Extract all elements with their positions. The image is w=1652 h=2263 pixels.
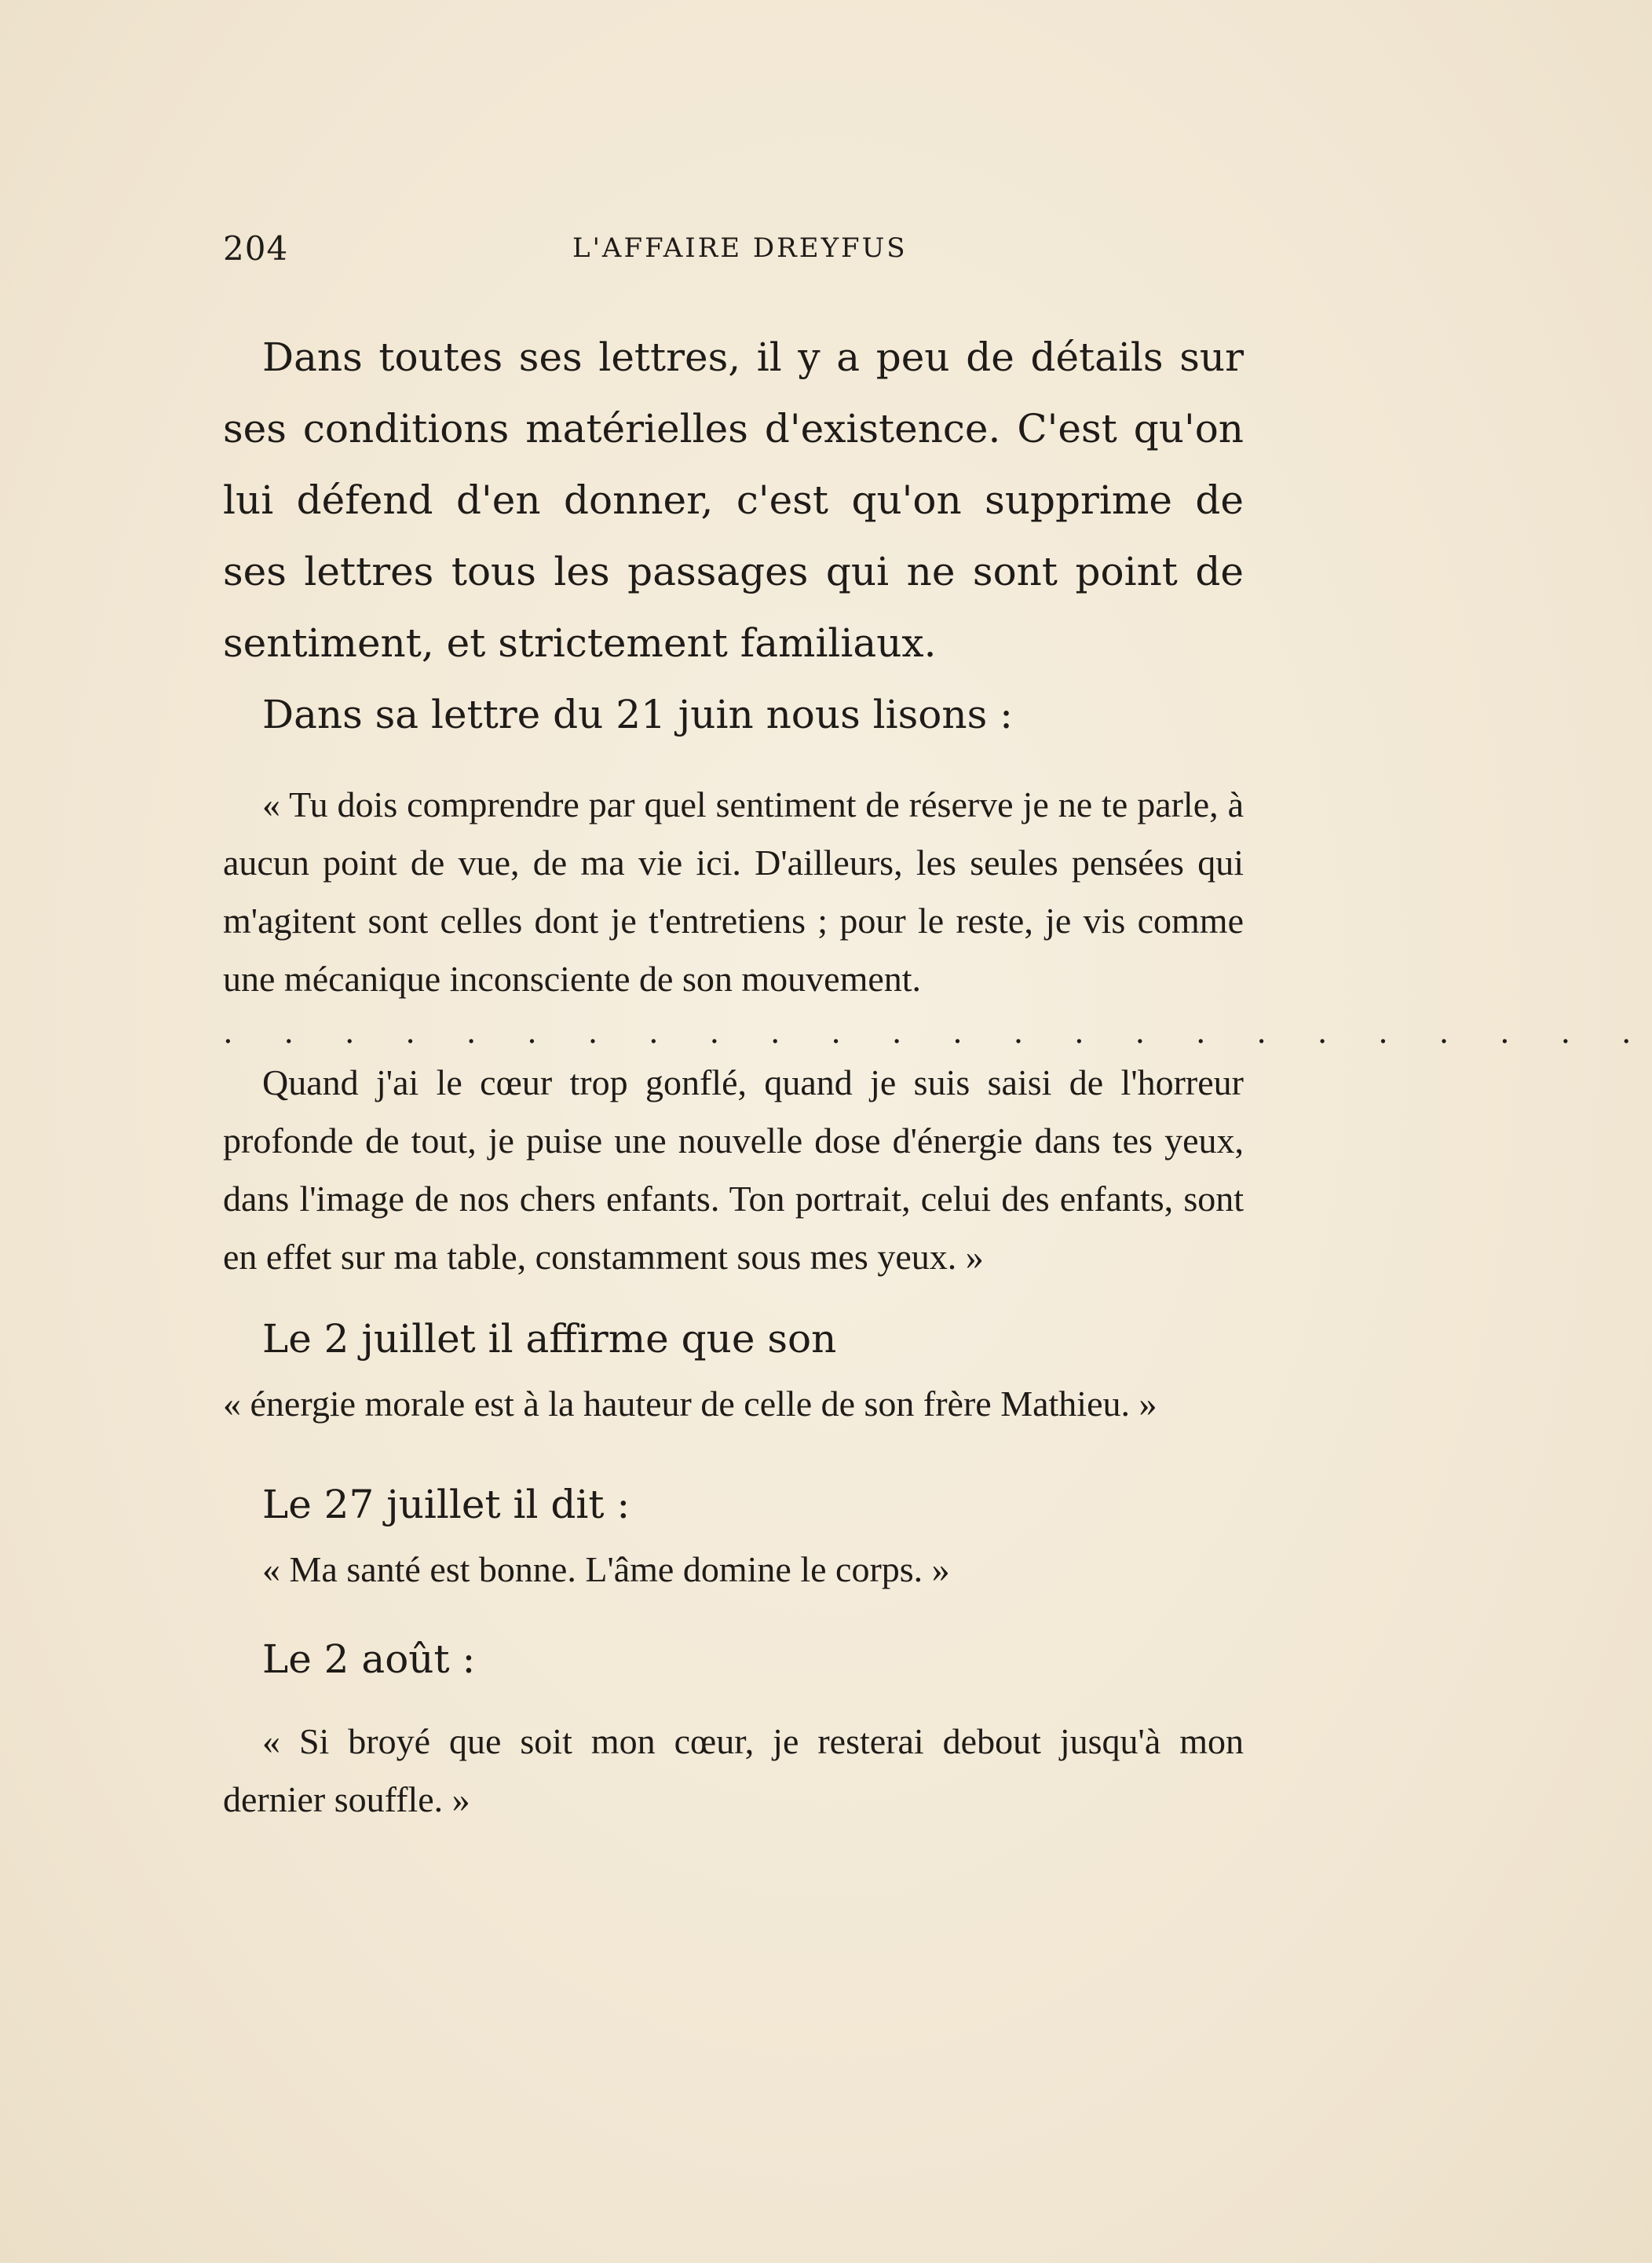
ellipsis-leader: . . . . . . . . . . . . . . . . . . . . . . . . [223,1015,1652,1051]
body-text [223,322,1652,1829]
paragraph-intro: Dans toutes ses lettres, il y a peu de détails sur ses conditions matérielles d'existence. C'est qu'on lui défend d'en donner, c'est qu'on supprime de ses lettres tous les passages qui ne sont point de sentiment, et strictement familiaux. [223,335,1244,666]
quote-july-2: « énergie morale est à la hauteur de celle de son frère Mathieu. » [223,1384,1157,1424]
paragraph-july-2: Le 2 juillet il affirme que son [262,1316,837,1362]
page-number: 204 [223,229,289,268]
quote-june-part1: « Tu dois comprendre par quel sentiment de réserve je ne te parle, à aucun point de vue, de ma vie ici. D'ailleurs, les seules pensées qui m'agitent sont celles dont je t'entretiens ; pour le reste, je vis comme une mécanique inconsciente de son mouvement. [223,784,1244,999]
paragraph-august-2: Le 2 août : [262,1636,476,1682]
page-header [223,229,1244,276]
running-title: L'AFFAIRE DREYFUS [572,232,908,264]
quote-june-part2: Quand j'ai le cœur trop gonflé, quand je suis saisi de l'horreur profonde de tout, je puise une nouvelle dose d'énergie dans tes yeux, dans l'image de nos chers enfants. Ton portrait, celui des enfants, sont en effet sur ma table, constamment sous mes yeux. » [223,1062,1244,1277]
quote-july-27: « Ma santé est bonne. L'âme domine le corps. » [262,1549,950,1589]
quote-august-2: « Si broyé que soit mon cœur, je resterai debout jusqu'à mon dernier souffle. » [223,1721,1244,1819]
paragraph-july-27: Le 27 juillet il dit : [262,1482,630,1527]
paragraph-june-letter: Dans sa lettre du 21 juin nous lisons : [262,692,1013,737]
